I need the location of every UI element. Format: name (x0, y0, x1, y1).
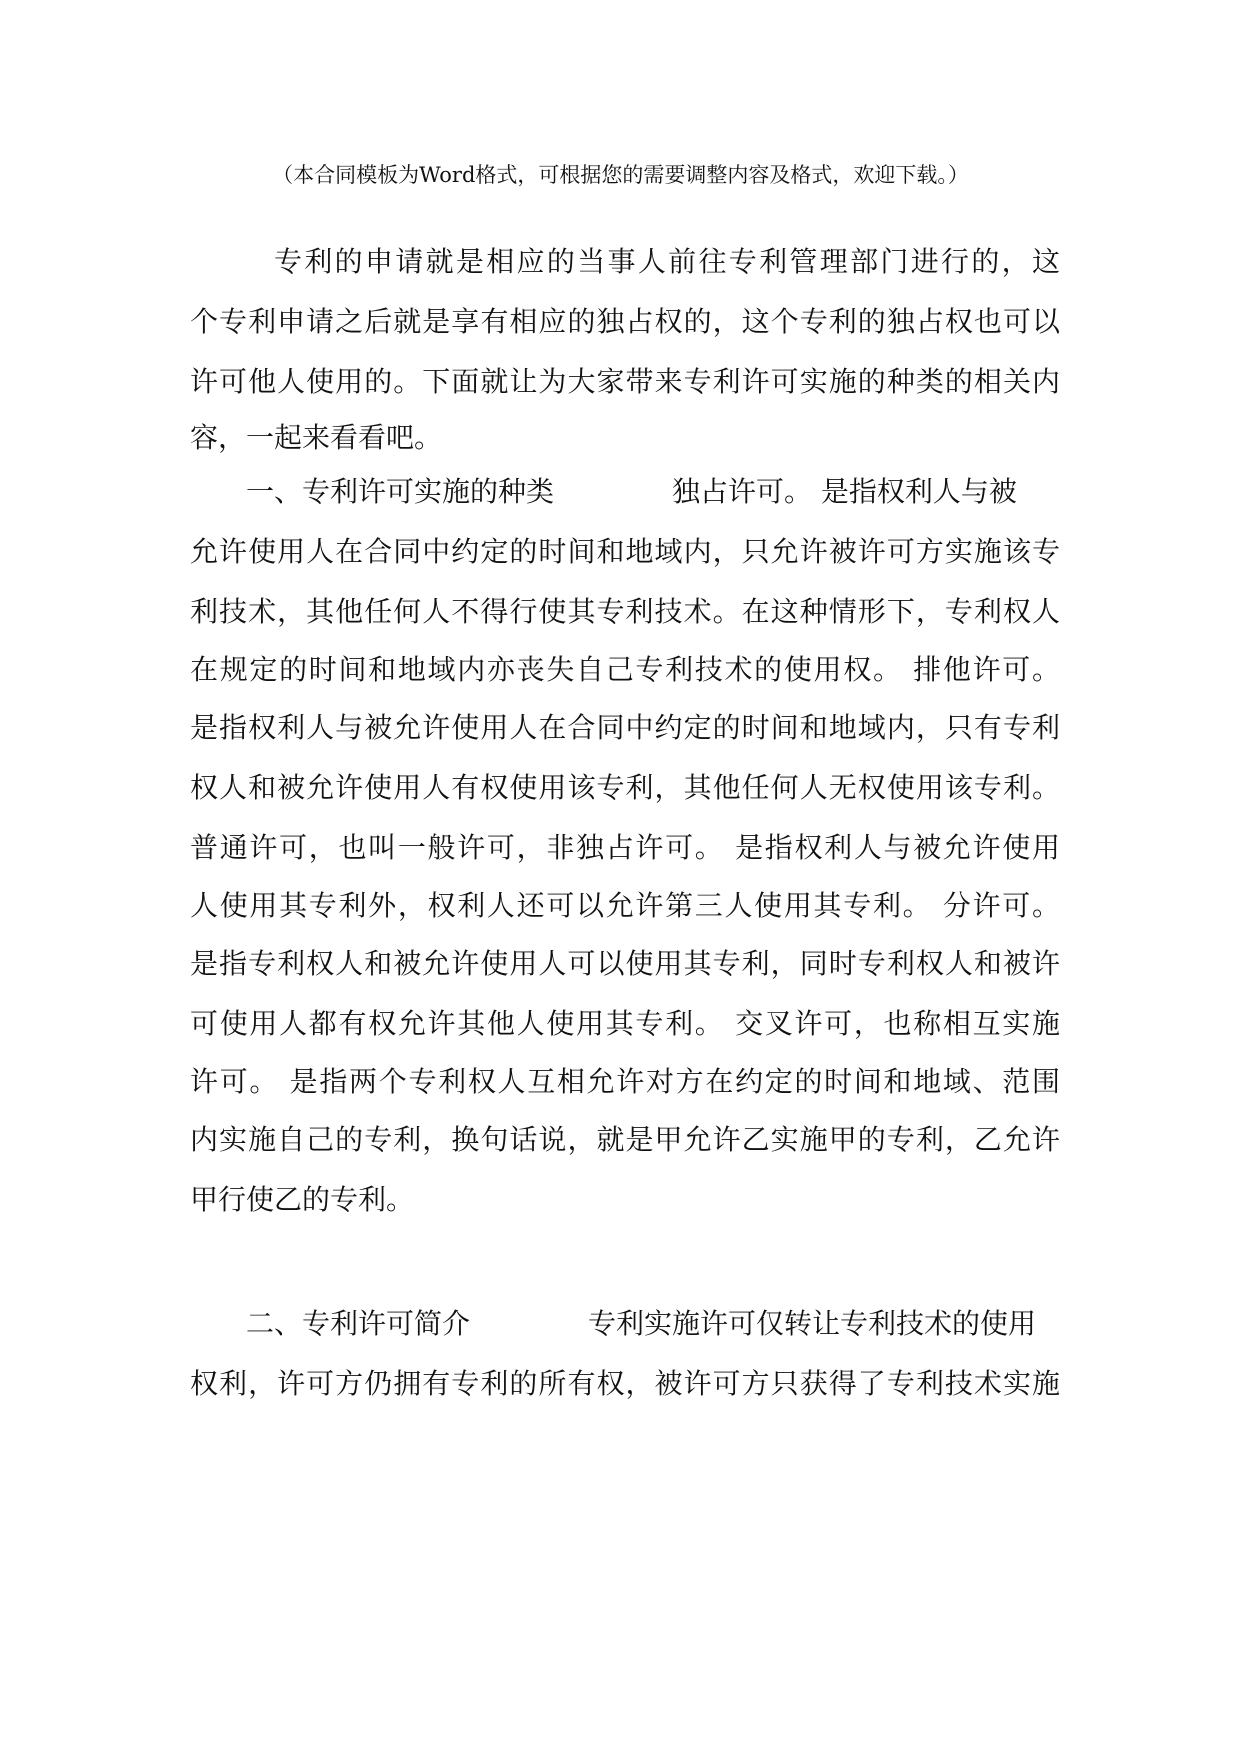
paragraph-line: 可使用人都有权允许其他人使用其专利。 交叉许可，也称相互实施 (190, 1007, 1060, 1040)
section-2-line (190, 1292, 1060, 1356)
paragraph-line: 权利，许可方仍拥有专利的所有权，被许可方只获得了专利技术实施 (190, 1367, 1060, 1400)
paragraph-line: 甲行使乙的专利。 (190, 1183, 415, 1216)
paragraph-line: 利技术，其他任何人不得行使其专利技术。在这种情形下，专利权人 (190, 595, 1060, 628)
paragraph-line: 在规定的时间和地域内亦丧失自己专利技术的使用权。 排他许可。 (190, 653, 1060, 686)
paragraph-line: 许可他人使用的。下面就让为大家带来专利许可实施的种类的相关内 (190, 365, 1060, 398)
section-2-first-line: 专利实施许可仅转让专利技术的使用 (588, 1307, 1037, 1340)
paragraph-line: 许可。 是指两个专利权人互相允许对方在约定的时间和地域、范围 (190, 1065, 1060, 1098)
paragraph-line: 权人和被允许使用人有权使用该专利，其他任何人无权使用该专利。 (190, 771, 1060, 804)
section-1-heading: 一、专利许可实施的种类 (246, 475, 555, 508)
paragraph-line: 容，一起来看看吧。 (190, 421, 443, 454)
paragraph-line: 是指权利人与被允许使用人在合同中约定的时间和地域内，只有专利 (190, 711, 1060, 744)
paragraph-line: 是指专利权人和被允许使用人可以使用其专利，同时专利权人和被许 (190, 947, 1060, 980)
paragraph-line: 允许使用人在合同中约定的时间和地域内，只允许被许可方实施该专 (190, 535, 1060, 568)
section-1-first-line: 独占许可。 是指权利人与被 (672, 475, 1017, 508)
template-note: （本合同模板为Word格式，可根据您的需要调整内容及格式，欢迎下载。） (272, 163, 969, 187)
paragraph-line: 人使用其专利外，权利人还可以允许第三人使用其专利。 分许可。 (190, 889, 1060, 922)
paragraph-line: 个专利申请之后就是享有相应的独占权的，这个专利的独占权也可以 (190, 305, 1060, 338)
section-2-heading: 二、专利许可简介 (246, 1307, 471, 1340)
paragraph-line: 专利的申请就是相应的当事人前往专利管理部门进行的，这 (274, 245, 1060, 278)
paragraph-line: 普通许可，也叫一般许可，非独占许可。 是指权利人与被允许使用 (190, 831, 1060, 864)
paragraph-line: 内实施自己的专利，换句话说，就是甲允许乙实施甲的专利，乙允许 (190, 1123, 1060, 1156)
section-1-line (190, 460, 1060, 524)
